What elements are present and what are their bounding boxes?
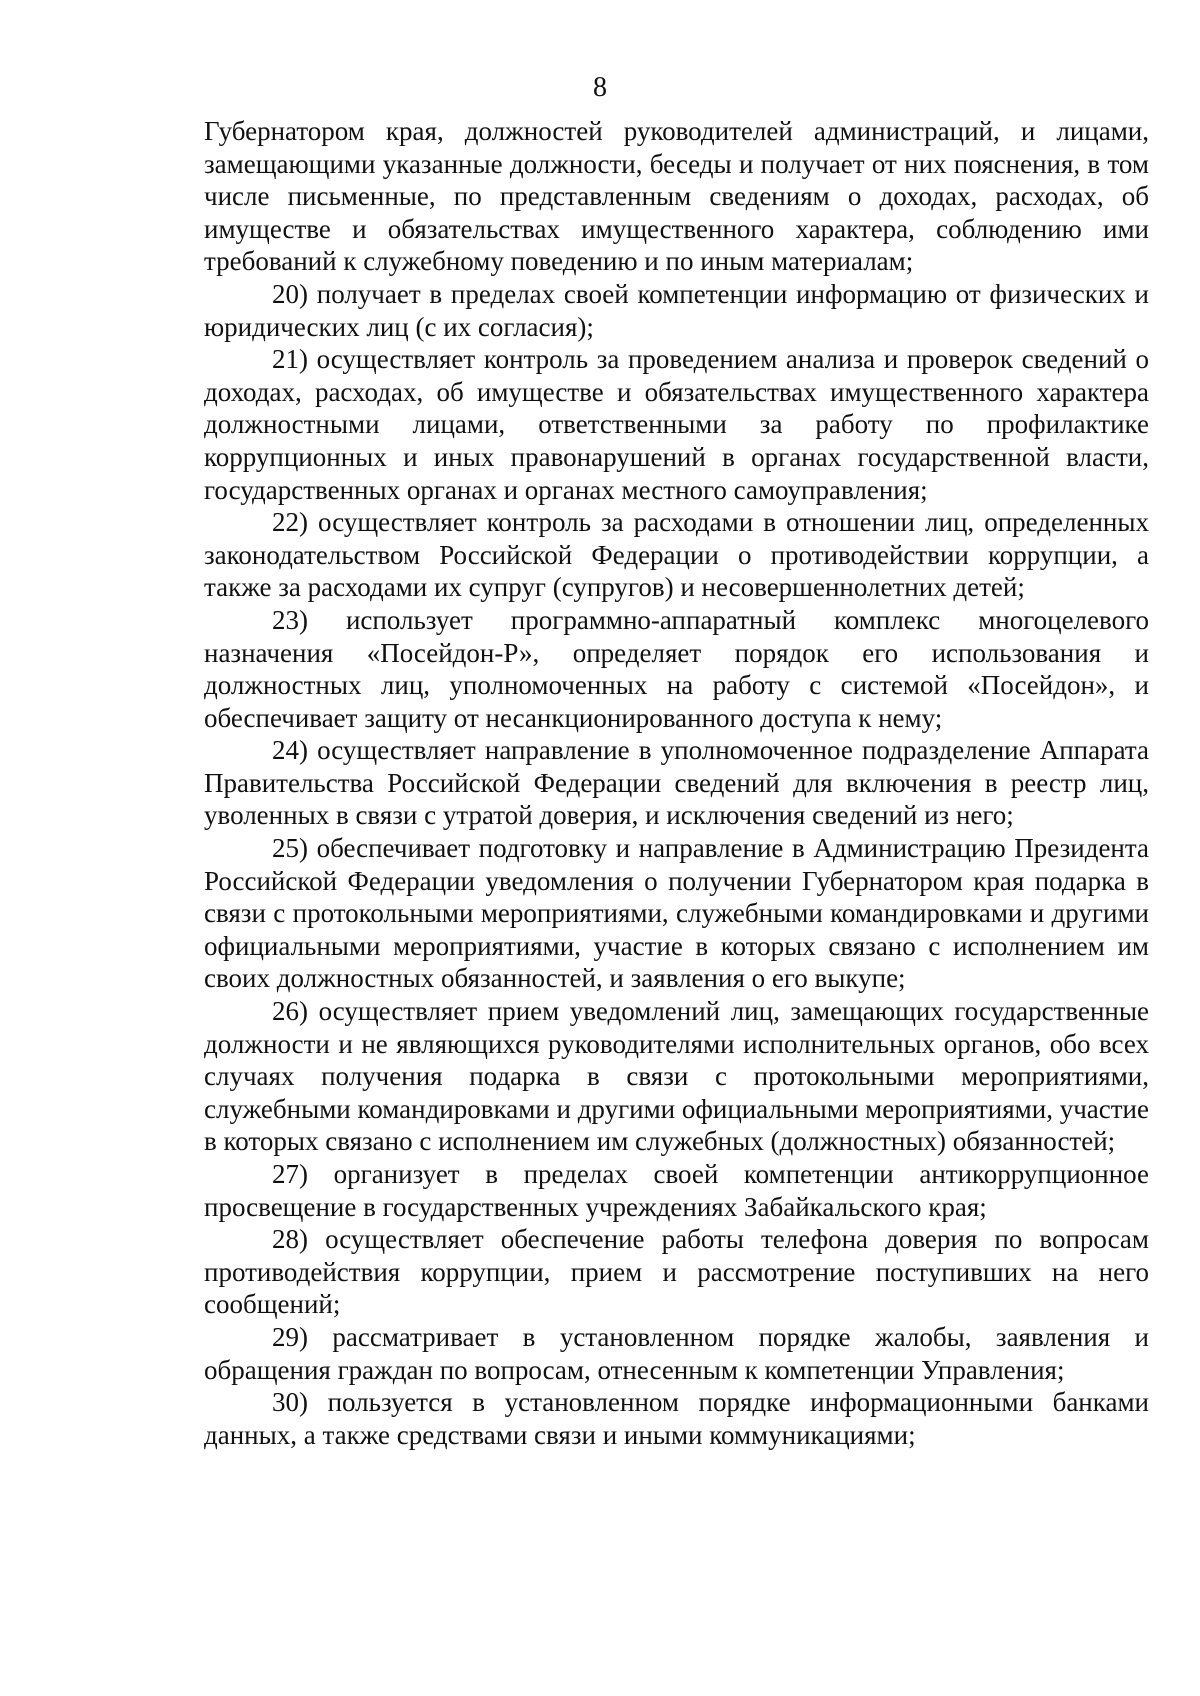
paragraph-item-24: 24) осуществляет направление в уполномоченное подразделение Аппарата Правительства Российской Федерации сведений для включения в реестр лиц, уволенных в связи с утратой доверия, и исключения сведений из него;: [204, 735, 1149, 831]
paragraph-item-27: 27) организует в пределах своей компетенции антикоррупционное просвещение в государственных учреждениях Забайкальского края;: [204, 1159, 1149, 1222]
paragraph-item-22: 22) осуществляет контроль за расходами в отношении лиц, определенных законодательством Российской Федерации о противодействии коррупции, а также за расходами их супруг (супругов) и несовершеннолетних детей;: [204, 507, 1149, 603]
paragraph-item-25: 25) обеспечивает подготовку и направление в Администрацию Президента Российской Федерации уведомления о получении Губернатором края подарка в связи с протокольными мероприятиями, служебными командировками и другими официальными мероприятиями, участие в которых связано с исполнением им своих должностных обязанностей, и заявления о его выкупе;: [204, 833, 1149, 994]
paragraph-item-30: 30) пользуется в установленном порядке информационными банками данных, а также средствами связи и иными коммуникациями;: [204, 1387, 1149, 1450]
paragraph-item-29: 29) рассматривает в установленном порядке жалобы, заявления и обращения граждан по вопросам, отнесенным к компетенции Управления;: [204, 1321, 1149, 1385]
paragraph-item-26: 26) осуществляет прием уведомлений лиц, замещающих государственные должности и не являющихся руководителями исполнительных органов, обо всех случаях получения подарка в связи с протокольными мероприятиями, служебными командировками и другими официальными мероприятиями, участие в которых связано с исполнением им служебных (должностных) обязанностей;: [204, 996, 1149, 1157]
paragraph-item-28: 28) осуществляет обеспечение работы телефона доверия по вопросам противодействия коррупции, прием и рассмотрение поступивших на него сообщений;: [204, 1224, 1149, 1320]
document-body: [204, 115, 1149, 1451]
paragraph-item-23: 23) использует программно-аппаратный комплекс многоцелевого назначения «Посейдон-Р», определяет порядок его использования и должностных лиц, уполномоченных на работу с системой «Посейдон», и обеспечивает защиту от несанкционированного доступа к нему;: [204, 604, 1149, 733]
page-number: 8: [593, 72, 607, 103]
paragraph-item-21: 21) осуществляет контроль за проведением анализа и проверок сведений о доходах, расходах, об имуществе и обязательствах имущественного характера должностными лицами, ответственными за работу по профилактике коррупционных и иных правонарушений в органах государственной власти, государственных органах и органах местного самоуправления;: [204, 344, 1149, 505]
paragraph-continuation: Губернатором края, должностей руководителей администраций, и лицами, замещающими указанные должности, беседы и получает от них пояснения, в том числе письменные, по представленным сведениям о доходах, расходах, об имуществе и обязательствах имущественного характера, соблюдению ими требований к служебному поведению и по иным материалам;: [204, 116, 1149, 277]
paragraph-item-20: 20) получает в пределах своей компетенции информацию от физических и юридических лиц (с их согласия);: [204, 278, 1149, 342]
